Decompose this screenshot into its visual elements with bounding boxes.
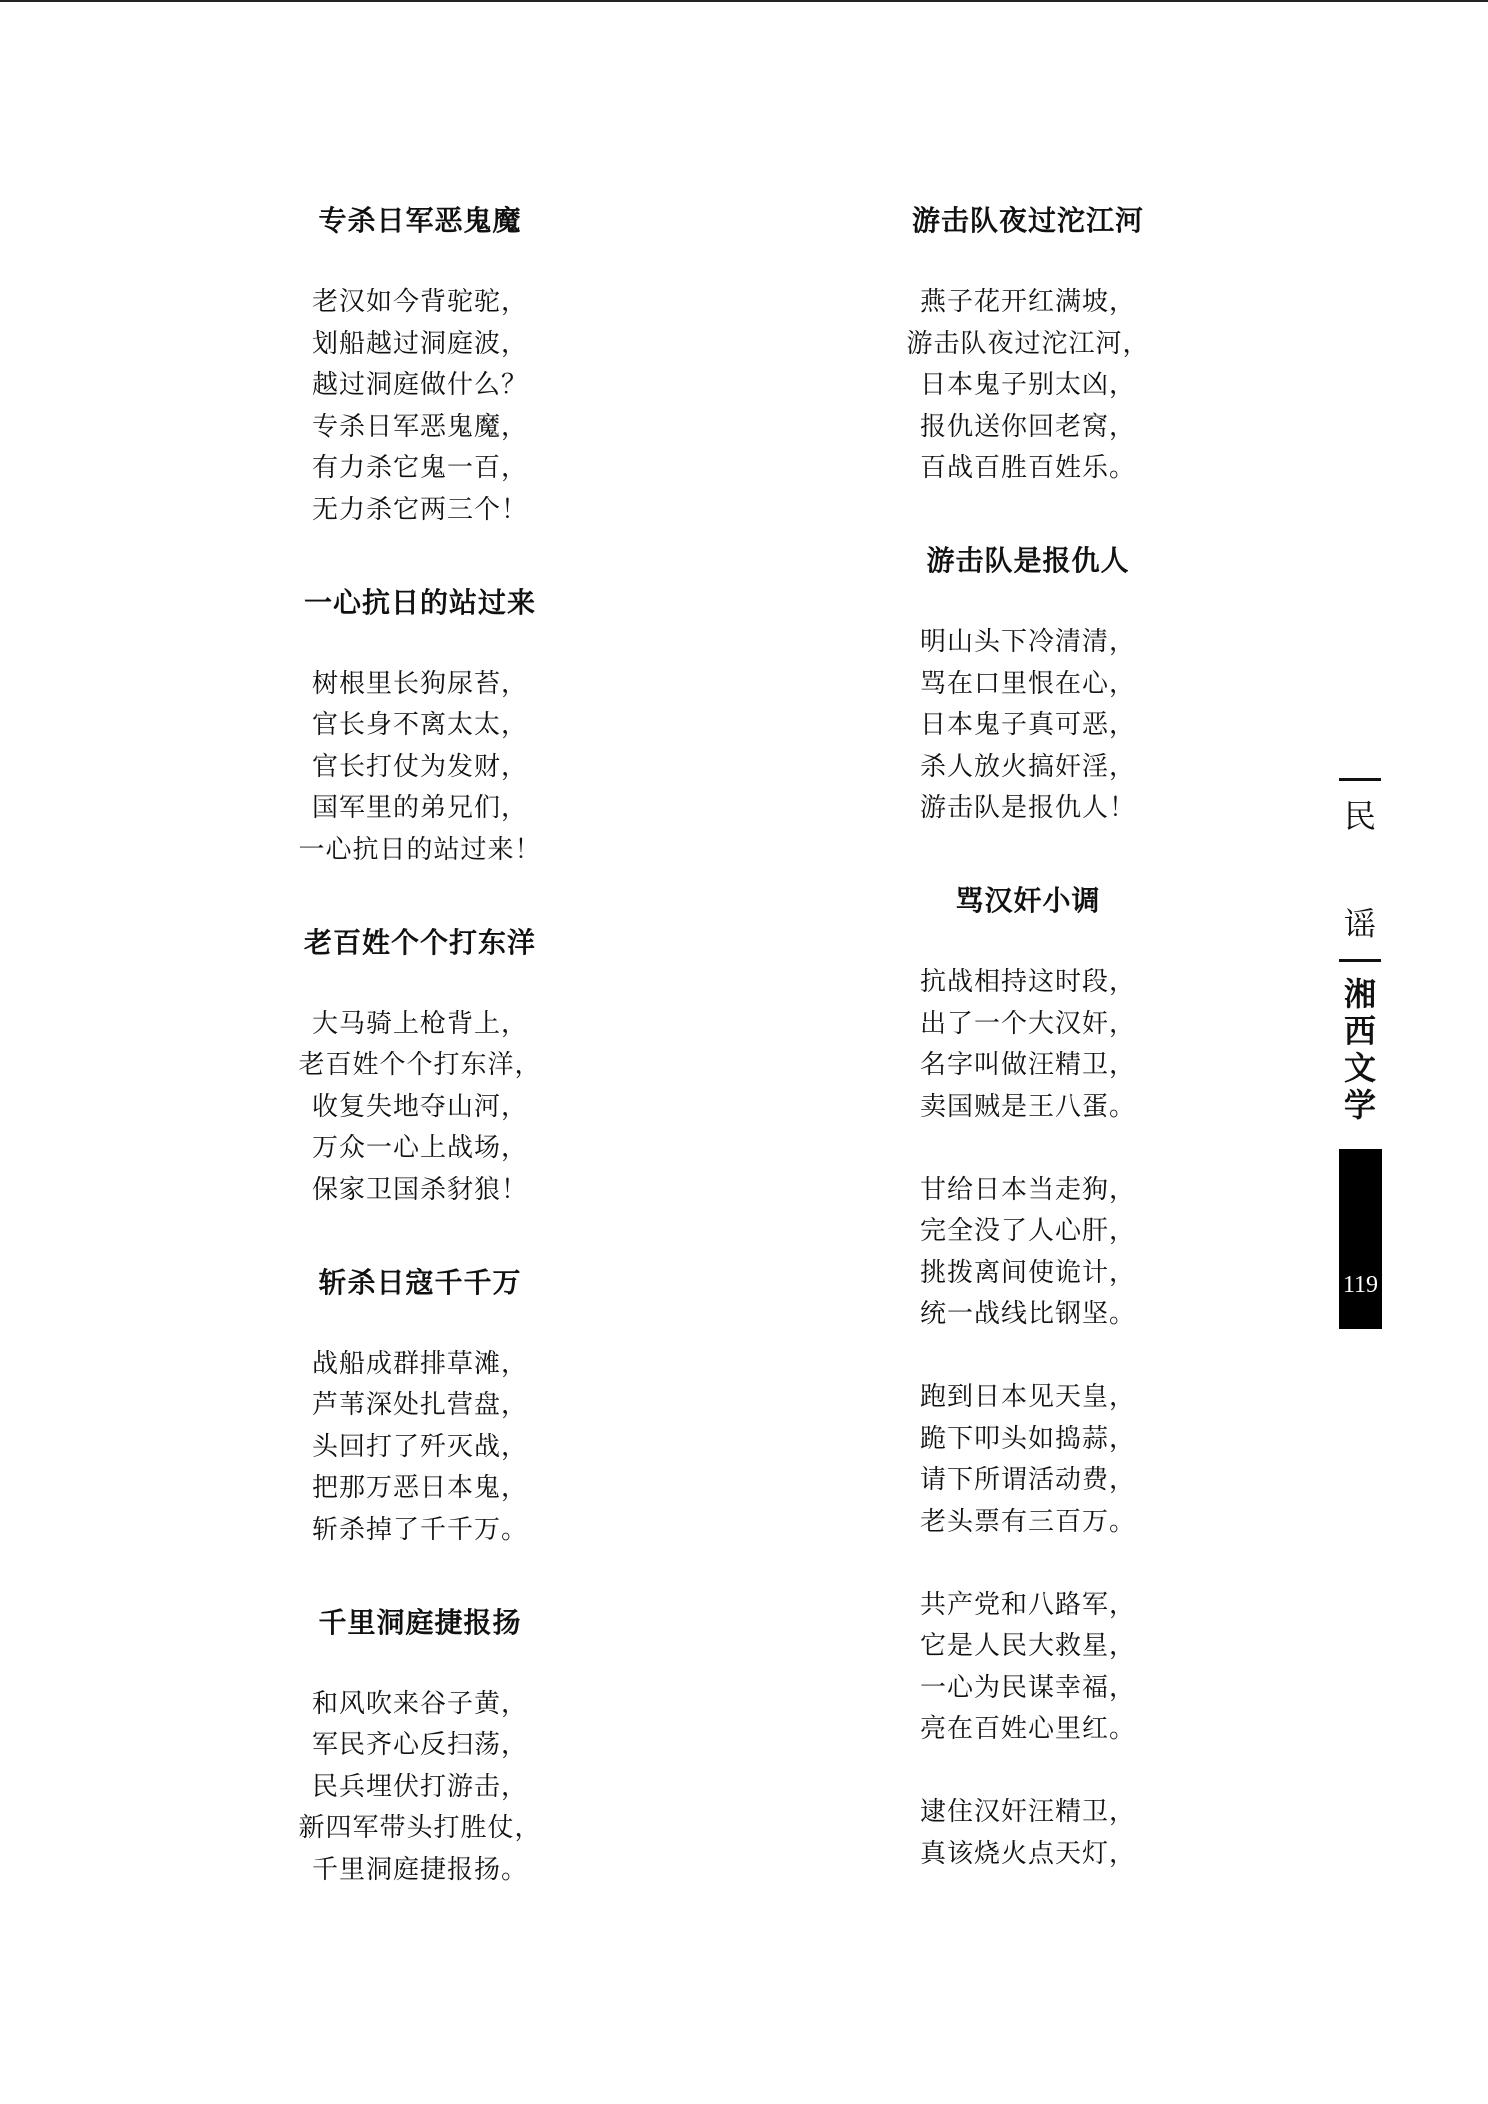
- magazine-title-char: 西: [1343, 1012, 1376, 1050]
- poem-line: 芦苇深处扎营盘，: [311, 1390, 528, 1420]
- poem-line: 一心抗日的站过来！: [298, 834, 542, 865]
- poem-line: 游击队夜过沱江河，: [906, 328, 1150, 359]
- poem-line: 卖国贼是王八蛋。: [919, 1091, 1136, 1122]
- section-label-char: 谣: [1343, 905, 1376, 943]
- poem-line: 游击队是报仇人！: [919, 793, 1136, 823]
- poem-line: 头回打了歼灭战，: [311, 1431, 528, 1462]
- poem-line: 万众一心上战场，: [311, 1133, 528, 1163]
- poem-title: 游击队夜过沱江河: [911, 204, 1144, 237]
- poem-line: 真该烧火点天灯，: [919, 1838, 1136, 1869]
- page-number-tab: [1339, 1149, 1382, 1329]
- poem-line: 名字叫做汪精卫，: [919, 1050, 1136, 1080]
- poem-line: 报仇送你回老窝，: [919, 411, 1136, 442]
- poem-line: 树根里长狗尿苔，: [311, 668, 528, 699]
- poem-line: 骂在口里恨在心，: [919, 668, 1136, 699]
- poem-line: 民兵埋伏打游击，: [311, 1771, 528, 1802]
- section-label-char: 民: [1343, 797, 1376, 835]
- poem-line: 共产党和八路军，: [919, 1589, 1136, 1620]
- section-rule-top: [1339, 778, 1381, 781]
- poem-line: 抗战相持这时段，: [919, 967, 1136, 997]
- poem-line: 收复失地夺山河，: [311, 1091, 528, 1122]
- poem-line: 专杀日军恶鬼魔，: [311, 411, 528, 442]
- poem-line: 大马骑上枪背上，: [311, 1008, 528, 1039]
- poem-line: 无力杀它两三个！: [311, 494, 528, 525]
- section-rule-bottom: [1339, 959, 1381, 962]
- poem-line: 亮在百姓心里红。: [919, 1714, 1136, 1744]
- poem-line: 统一战线比钢坚。: [919, 1299, 1136, 1329]
- poem-line: 新四军带头打胜仗，: [298, 1813, 542, 1843]
- poem-line: 它是人民大救星，: [919, 1631, 1136, 1661]
- poem-line: 逮住汉奸汪精卫，: [919, 1797, 1136, 1827]
- poem-line: 有力杀它鬼一百，: [311, 453, 528, 483]
- poem-line: 官长身不离太太，: [311, 710, 528, 740]
- poem-line: 甘给日本当走狗，: [919, 1174, 1136, 1205]
- poem-line: 杀人放火搞奸淫，: [919, 751, 1136, 782]
- poem-title: 一心抗日的站过来: [303, 585, 536, 619]
- poem-line: 把那万恶日本鬼，: [311, 1473, 528, 1503]
- poem-line: 完全没了人心肝，: [919, 1216, 1136, 1246]
- top-border-rule: [0, 0, 1488, 2]
- page-number: 119: [1342, 1272, 1379, 1298]
- poem-line: 战船成群排草滩，: [311, 1348, 528, 1379]
- poem-title: 千里洞庭捷报扬: [318, 1605, 522, 1639]
- magazine-title-char: 文: [1343, 1049, 1376, 1087]
- poem-line: 军民齐心反扫荡，: [311, 1730, 528, 1760]
- poem-line: 官长打仗为发财，: [311, 751, 528, 782]
- poem-line: 老汉如今背驼驼，: [311, 287, 528, 317]
- poem-line: 斩杀掉了千千万。: [311, 1514, 528, 1545]
- poem-title: 游击队是报仇人: [926, 544, 1130, 577]
- poem-line: 明山头下冷清清，: [919, 627, 1136, 657]
- poem-line: 越过洞庭做什么？: [311, 370, 528, 400]
- poem-line: 国军里的弟兄们，: [311, 793, 528, 823]
- poem-line: 保家卫国杀豺狼！: [311, 1174, 528, 1205]
- poem-line: 日本鬼子别太凶，: [919, 370, 1136, 400]
- poem-line: 老百姓个个打东洋，: [298, 1050, 542, 1080]
- poem-line: 请下所谓活动费，: [919, 1465, 1136, 1495]
- magazine-title-char: 湘: [1343, 975, 1376, 1013]
- poem-line: 燕子花开红满坡，: [919, 287, 1136, 317]
- poem-line: 千里洞庭捷报扬。: [311, 1854, 528, 1885]
- poem-title: 老百姓个个打东洋: [303, 925, 536, 959]
- poem-line: 出了一个大汉奸，: [919, 1008, 1136, 1039]
- poem-line: 挑拨离间使诡计，: [919, 1257, 1136, 1288]
- magazine-title-char: 学: [1343, 1086, 1376, 1124]
- poem-line: 一心为民谋幸福，: [919, 1672, 1136, 1703]
- poem-title: 专杀日军恶鬼魔: [318, 204, 522, 237]
- poem-title: 骂汉奸小调: [955, 884, 1101, 917]
- poem-line: 和风吹来谷子黄，: [311, 1688, 528, 1719]
- poem-line: 划船越过洞庭波，: [311, 328, 528, 359]
- poem-line: 跑到日本见天皇，: [919, 1382, 1136, 1412]
- poem-line: 跪下叩头如捣蒜，: [919, 1423, 1136, 1454]
- poem-title: 斩杀日寇千千万: [318, 1265, 522, 1299]
- poem-line: 百战百胜百姓乐。: [919, 453, 1136, 483]
- poem-line: 日本鬼子真可恶，: [919, 710, 1136, 740]
- poem-line: 老头票有三百万。: [919, 1506, 1136, 1537]
